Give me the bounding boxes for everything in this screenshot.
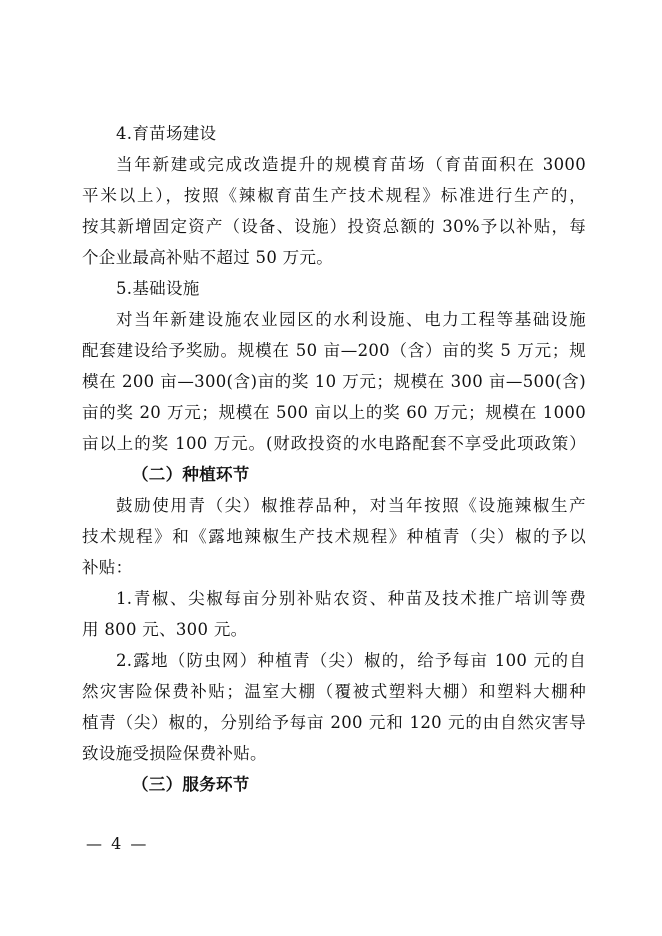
- paragraph-line: 植青（尖）椒的，分别给予每亩 200 元和 120 元的由自然灾害导: [82, 713, 586, 732]
- paragraph-line: 1.青椒、尖椒每亩分别补贴农资、种苗及技术推广培训等费: [116, 589, 586, 608]
- paragraph-line: 当年新建或完成改造提升的规模育苗场（育苗面积在 3000: [116, 155, 586, 174]
- paragraph-line: 亩以上的奖 100 万元。(财政投资的水电路配套不享受此项政策）: [82, 434, 586, 453]
- paragraph-line: 平米以上），按照《辣椒育苗生产技术规程》标准进行生产的，: [82, 186, 586, 205]
- paragraph-line: 致设施受损险保费补贴。: [82, 744, 267, 763]
- section-heading-service: （三）服务环节: [132, 775, 250, 794]
- paragraph-line: 鼓励使用青（尖）椒推荐品种，对当年按照《设施辣椒生产: [116, 496, 586, 515]
- paragraph-line: 个企业最高补贴不超过 50 万元。: [82, 248, 334, 267]
- paragraph-line: 亩的奖 20 万元；规模在 500 亩以上的奖 60 万元；规模在 1000: [82, 403, 586, 422]
- paragraph-line: 用 800 元、300 元。: [82, 620, 248, 639]
- document-body: [82, 118, 586, 800]
- paragraph-line: 补贴：: [82, 558, 133, 577]
- section-heading-infrastructure: 5.基础设施: [116, 279, 200, 298]
- paragraph-line: 2.露地（防虫网）种植青（尖）椒的，给予每亩 100 元的自: [116, 651, 586, 670]
- paragraph-line: 对当年新建设施农业园区的水利设施、电力工程等基础设施: [116, 310, 586, 329]
- paragraph-line: 按其新增固定资产（设备、设施）投资总额的 30%予以补贴，每: [82, 217, 586, 236]
- paragraph-line: 模在 200 亩—300(含)亩的奖 10 万元；规模在 300 亩—500(含): [82, 372, 586, 391]
- paragraph-line: 然灾害险保费补贴；温室大棚（覆被式塑料大棚）和塑料大棚种: [82, 682, 586, 701]
- page-number: — 4 —: [86, 834, 149, 853]
- section-heading-planting: （二）种植环节: [132, 465, 250, 484]
- paragraph-line: 技术规程》和《露地辣椒生产技术规程》种植青（尖）椒的予以: [82, 527, 586, 546]
- paragraph-line: 配套建设给予奖励。规模在 50 亩—200（含）亩的奖 5 万元；规: [82, 341, 586, 360]
- section-heading-nursery: 4.育苗场建设: [116, 124, 217, 143]
